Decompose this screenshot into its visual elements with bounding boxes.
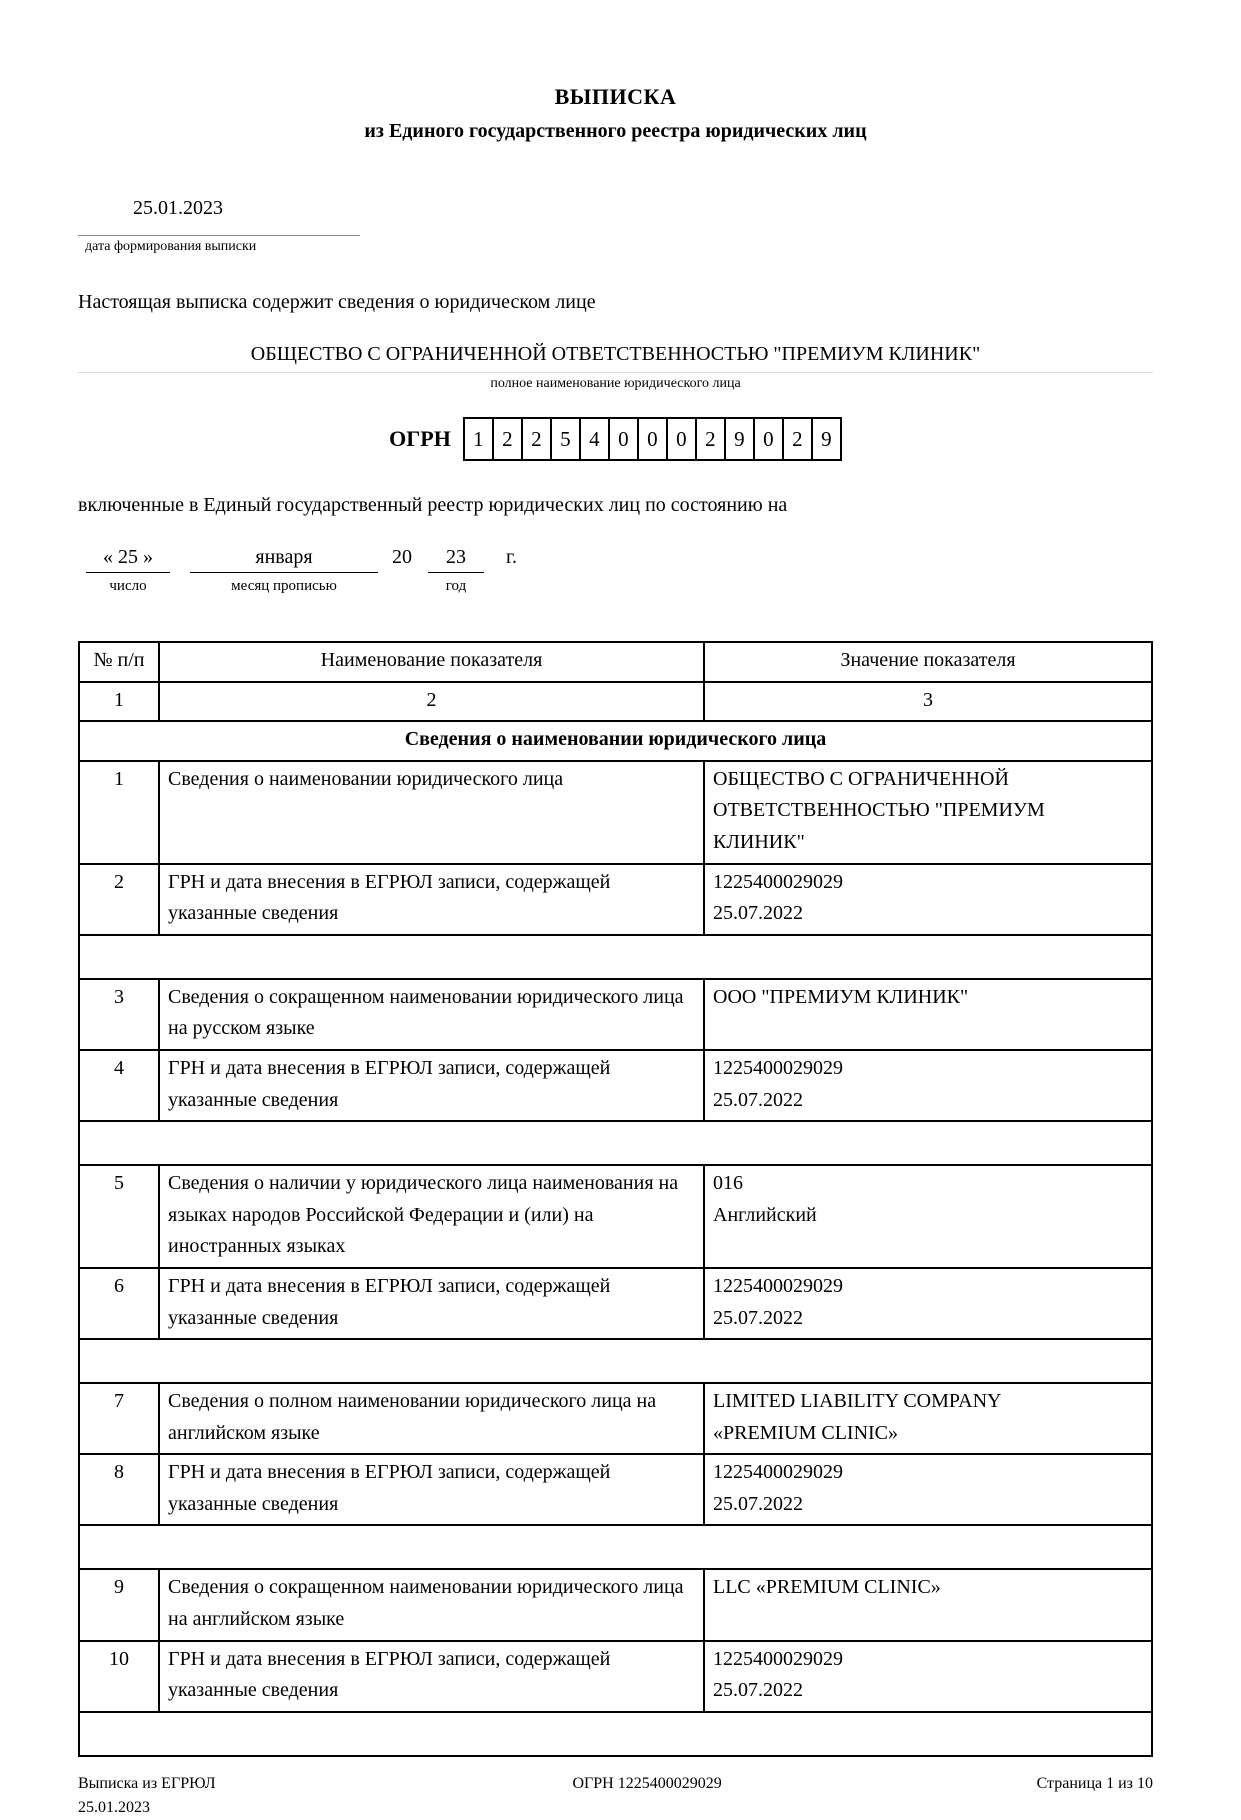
- footer-page-number: Страница 1 из 10: [1036, 1774, 1153, 1792]
- value-line: LIMITED LIABILITY COMPANY: [713, 1390, 1002, 1413]
- indicator-value-cell: [704, 761, 1152, 864]
- indicator-name-cell: Сведения о наличии у юридического лица наименования на языках народов Российской Федерации и (или) на иностранных языках: [159, 1165, 704, 1268]
- row-number-cell: 4: [79, 1050, 159, 1121]
- ogrn-digit-box: 2: [492, 417, 523, 461]
- ogrn-block: [78, 417, 1153, 461]
- indicator-value-cell: [704, 1165, 1152, 1268]
- value-line: КЛИНИК": [713, 830, 805, 853]
- as-of-day-field: [86, 546, 170, 595]
- value-line: 25.07.2022: [713, 1492, 803, 1515]
- indicator-value-cell: [704, 1268, 1152, 1339]
- ogrn-digit-box: 0: [666, 417, 697, 461]
- value-line: ООО "ПРЕМИУМ КЛИНИК": [713, 985, 969, 1008]
- value-line: 1225400029029: [713, 1461, 843, 1484]
- indicator-name-cell: ГРН и дата внесения в ЕГРЮЛ записи, содержащей указанные сведения: [159, 864, 704, 935]
- section-title-cell: Сведения о наименовании юридического лица: [79, 721, 1152, 761]
- column-numbers-row: [79, 682, 1152, 722]
- as-of-year-label: год: [445, 578, 467, 594]
- spacer-cell: [79, 935, 1152, 979]
- row-number-cell: 7: [79, 1383, 159, 1454]
- as-of-month-field: [190, 546, 378, 595]
- as-of-day-value: « 25 »: [86, 546, 170, 573]
- table-header-row: [79, 642, 1152, 682]
- indicator-value-cell: [704, 1641, 1152, 1712]
- included-text: включенные в Единый государственный реестр юридических лиц по состоянию на: [78, 494, 788, 516]
- indicator-value-cell: [704, 1454, 1152, 1525]
- row-number-cell: 9: [79, 1569, 159, 1640]
- column-number-cell: 2: [159, 682, 704, 722]
- header-cell-value: Значение показателя: [704, 642, 1152, 682]
- row-number-cell: 1: [79, 761, 159, 864]
- formation-date-block: [78, 197, 1153, 255]
- header-cell-num: № п/п: [79, 642, 159, 682]
- document-subtitle: из Единого государственного реестра юридических лиц: [364, 120, 867, 142]
- spacer-cell: [79, 1712, 1152, 1756]
- spacer-cell: [79, 1121, 1152, 1165]
- value-line: 1225400029029: [713, 1056, 843, 1079]
- spacer-row: [79, 1339, 1152, 1383]
- indicator-name-cell: Сведения о сокращенном наименовании юридического лица на английском языке: [159, 1569, 704, 1640]
- table-row: [79, 864, 1152, 935]
- formation-date-underline: [78, 235, 360, 236]
- ogrn-digit-box: 9: [811, 417, 842, 461]
- indicator-name-cell: ГРН и дата внесения в ЕГРЮЛ записи, содержащей указанные сведения: [159, 1268, 704, 1339]
- spacer-row: [79, 1712, 1152, 1756]
- footer-ogrn: ОГРН 1225400029029: [572, 1774, 722, 1792]
- footer-doc-type: Выписка из ЕГРЮЛ: [78, 1774, 216, 1792]
- register-table-body: [79, 642, 1152, 1756]
- indicator-name-cell: Сведения о сокращенном наименовании юридического лица на русском языке: [159, 979, 704, 1050]
- value-line: Английский: [713, 1203, 817, 1226]
- value-line: 25.07.2022: [713, 1088, 803, 1111]
- ogrn-digit-box: 2: [782, 417, 813, 461]
- row-number-cell: 8: [79, 1454, 159, 1525]
- value-line: LLC «PREMIUM CLINIC»: [713, 1576, 941, 1599]
- column-number-cell: 3: [704, 682, 1152, 722]
- value-line: ОТВЕТСТВЕННОСТЬЮ "ПРЕМИУМ: [713, 799, 1045, 822]
- footer-left: [78, 1772, 457, 1820]
- formation-date-label: дата формирования выписки: [85, 239, 257, 254]
- spacer-row: [79, 935, 1152, 979]
- indicator-value-cell: [704, 864, 1152, 935]
- indicator-value-cell: [704, 1383, 1152, 1454]
- indicator-name-cell: ГРН и дата внесения в ЕГРЮЛ записи, содержащей указанные сведения: [159, 1050, 704, 1121]
- ogrn-digit-box: 0: [753, 417, 784, 461]
- as-of-year-field: [428, 546, 484, 595]
- page-footer: [78, 1772, 1153, 1820]
- header-cell-name: Наименование показателя: [159, 642, 704, 682]
- company-full-name: ОБЩЕСТВО С ОГРАНИЧЕННОЙ ОТВЕТСТВЕННОСТЬЮ "ПРЕМИУМ КЛИНИК": [78, 343, 1153, 373]
- as-of-year-suffix: г.: [506, 546, 517, 568]
- value-line: 25.07.2022: [713, 902, 803, 925]
- row-number-cell: 5: [79, 1165, 159, 1268]
- row-number-cell: 10: [79, 1641, 159, 1712]
- as-of-day-label: число: [109, 578, 147, 594]
- spacer-cell: [79, 1339, 1152, 1383]
- table-row: [79, 761, 1152, 864]
- section-title-row: [79, 721, 1152, 761]
- column-number-cell: 1: [79, 682, 159, 722]
- value-line: 25.07.2022: [713, 1306, 803, 1329]
- formation-date: 25.01.2023: [133, 197, 223, 219]
- value-line: 25.07.2022: [713, 1679, 803, 1702]
- row-number-cell: 2: [79, 864, 159, 935]
- table-row: [79, 979, 1152, 1050]
- indicator-name-cell: ГРН и дата внесения в ЕГРЮЛ записи, содержащей указанные сведения: [159, 1641, 704, 1712]
- spacer-row: [79, 1121, 1152, 1165]
- ogrn-digit-box: 2: [695, 417, 726, 461]
- table-row: [79, 1050, 1152, 1121]
- table-row: [79, 1268, 1152, 1339]
- table-row: [79, 1569, 1152, 1640]
- indicator-value-cell: [704, 1569, 1152, 1640]
- table-row: [79, 1383, 1152, 1454]
- spacer-row: [79, 1525, 1152, 1569]
- value-line: «PREMIUM CLINIC»: [713, 1421, 899, 1444]
- ogrn-digit-box: 2: [521, 417, 552, 461]
- indicator-name-cell: Сведения о полном наименовании юридического лица на английском языке: [159, 1383, 704, 1454]
- intro-text: Настоящая выписка содержит сведения о юридическом лице: [78, 291, 596, 313]
- ogrn-label: ОГРН: [389, 426, 451, 451]
- ogrn-digit-box: 5: [550, 417, 581, 461]
- value-line: 1225400029029: [713, 870, 843, 893]
- document-title: ВЫПИСКА: [554, 84, 677, 109]
- as-of-date-block: [78, 546, 1153, 595]
- as-of-month-label: месяц прописью: [231, 578, 337, 594]
- register-table: [78, 641, 1153, 1757]
- row-number-cell: 6: [79, 1268, 159, 1339]
- as-of-century: 20: [392, 546, 412, 568]
- ogrn-digit-box: 0: [608, 417, 639, 461]
- ogrn-digit-boxes: [463, 417, 842, 461]
- indicator-name-cell: ГРН и дата внесения в ЕГРЮЛ записи, содержащей указанные сведения: [159, 1454, 704, 1525]
- footer-doc-date: 25.01.2023: [78, 1798, 150, 1816]
- table-row: [79, 1165, 1152, 1268]
- indicator-value-cell: [704, 1050, 1152, 1121]
- ogrn-digit-box: 0: [637, 417, 668, 461]
- indicator-name-cell: Сведения о наименовании юридического лица: [159, 761, 704, 864]
- spacer-cell: [79, 1525, 1152, 1569]
- value-line: 1225400029029: [713, 1647, 843, 1670]
- value-line: ОБЩЕСТВО С ОГРАНИЧЕННОЙ: [713, 767, 1009, 790]
- ogrn-digit-box: 4: [579, 417, 610, 461]
- indicator-value-cell: [704, 979, 1152, 1050]
- ogrn-digit-box: 9: [724, 417, 755, 461]
- value-line: 1225400029029: [713, 1274, 843, 1297]
- company-full-name-label: полное наименование юридического лица: [490, 376, 741, 391]
- value-line: 016: [713, 1172, 743, 1195]
- table-row: [79, 1641, 1152, 1712]
- as-of-year-value: 23: [428, 546, 484, 573]
- table-row: [79, 1454, 1152, 1525]
- as-of-month-value: января: [190, 546, 378, 573]
- ogrn-digit-box: 1: [463, 417, 494, 461]
- row-number-cell: 3: [79, 979, 159, 1050]
